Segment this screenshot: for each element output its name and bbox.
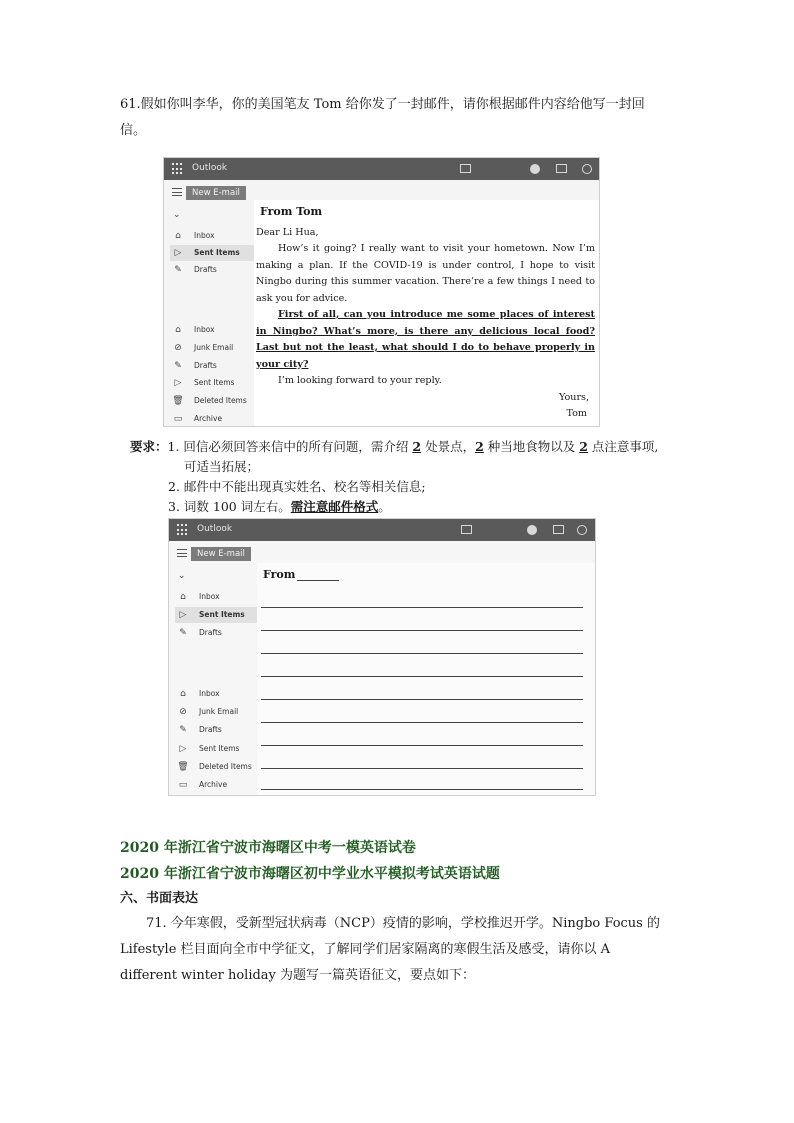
- requirement-1-line2: 可适当拓展；: [184, 459, 260, 474]
- pencil-icon: ✎: [179, 628, 187, 638]
- sidebar-item-inbox-2[interactable]: ⌂ Inbox: [170, 322, 254, 338]
- chat-icon[interactable]: [460, 164, 471, 173]
- sidebar-item-inbox-2[interactable]: ⌂ Inbox: [175, 686, 259, 702]
- notification-icon[interactable]: [556, 164, 567, 173]
- trash-icon: 🗑: [177, 762, 189, 772]
- app-launcher-icon[interactable]: [172, 163, 184, 175]
- pencil-icon: ✎: [174, 265, 182, 275]
- answer-line[interactable]: [261, 789, 583, 790]
- inbox-icon: ⌂: [180, 592, 186, 602]
- inbox-icon: ⌂: [175, 325, 181, 335]
- sidebar-item-drafts[interactable]: ✎ Drafts: [175, 625, 259, 641]
- answer-line[interactable]: [261, 676, 583, 677]
- answer-line[interactable]: [261, 607, 583, 608]
- archive-icon: ▭: [173, 414, 183, 424]
- pencil-icon: ✎: [174, 361, 182, 371]
- sidebar-item-inbox[interactable]: ⌂ Inbox: [170, 228, 254, 244]
- app-title: Outlook: [192, 163, 228, 173]
- outlook-window-1: [163, 157, 600, 427]
- inbox-icon: ⌂: [175, 231, 181, 241]
- sidebar-item-junk[interactable]: ⊘ Junk Email: [175, 704, 259, 720]
- question-71-line3: different winter holiday 为题写一篇英语征文，要点如下：: [120, 968, 476, 983]
- answer-area: [257, 563, 595, 795]
- menu-icon[interactable]: [177, 549, 187, 557]
- email-paragraph-2: First of all, can you introduce me some places of interest in Ningbo? What’s more, is there any delicious local food? Last but not the least, what should I do to behave properly in your city?: [256, 309, 595, 370]
- send-icon: ▷: [179, 610, 187, 620]
- email-paragraph-3: I’m looking forward to your reply.: [278, 375, 442, 386]
- chevron-down-icon[interactable]: ⌄: [178, 571, 186, 581]
- section-2: [120, 835, 680, 989]
- requirement-2: 2. 邮件中不能出现真实姓名、校名等相关信息;: [168, 479, 426, 494]
- sidebar-item-drafts-2[interactable]: ✎ Drafts: [175, 722, 259, 738]
- notification-icon[interactable]: [553, 525, 564, 534]
- skype-icon[interactable]: [527, 525, 537, 535]
- answer-line[interactable]: [261, 699, 583, 700]
- chevron-down-icon[interactable]: ⌄: [173, 210, 181, 220]
- answer-line[interactable]: [261, 768, 583, 769]
- answer-line[interactable]: [261, 722, 583, 723]
- sidebar-item-inbox[interactable]: ⌂ Inbox: [175, 589, 259, 605]
- sidebar-item-sent-2[interactable]: ▷ Sent Items: [170, 375, 254, 391]
- gear-icon[interactable]: [582, 164, 592, 174]
- question-61: [120, 92, 680, 144]
- email-reading-pane: [254, 200, 599, 426]
- send-icon: ▷: [179, 744, 187, 754]
- sidebar-item-sent[interactable]: ▷ Sent Items: [170, 245, 254, 261]
- answer-line[interactable]: [261, 745, 583, 746]
- outlook-topbar: [164, 158, 599, 180]
- menu-icon[interactable]: [172, 188, 182, 196]
- requirements: 要求：1. 回信必须回答来信中的所有问题，需介绍 2 处景点，2 种当地食物以及 2 点注意事项, 可适当拓展； 2. 邮件中不能出现真实姓名、校名等相关信息; 3. 词数 100 词左右。需注意邮件格式。: [130, 437, 690, 517]
- question-71-line1: 71. 今年寒假，受新型冠状病毒（NCP）疫情的影响，学校推迟开学。Ningbo Focus 的: [146, 916, 660, 931]
- answer-line[interactable]: [261, 653, 583, 654]
- app-title-2: Outlook: [197, 524, 233, 534]
- requirement-3: 3. 词数 100 词左右。需注意邮件格式。: [168, 499, 391, 514]
- answer-from-blank[interactable]: [297, 580, 339, 581]
- section-heading: 六、书面表达: [120, 891, 199, 906]
- email-signature: Tom: [566, 408, 587, 419]
- sidebar-item-deleted[interactable]: 🗑 Deleted Items: [170, 393, 254, 409]
- sidebar-item-drafts-2[interactable]: ✎ Drafts: [170, 358, 254, 374]
- email-from: From Tom: [260, 205, 323, 218]
- send-icon: ▷: [174, 248, 182, 258]
- sidebar-item-archive[interactable]: ▭ Archive: [170, 411, 254, 427]
- send-icon: ▷: [174, 378, 182, 388]
- outlook-topbar-2: [169, 519, 595, 541]
- new-email-button-2[interactable]: New E-mail: [191, 547, 251, 561]
- sidebar-item-deleted[interactable]: 🗑 Deleted Items: [175, 759, 259, 775]
- answer-from-label: From: [263, 568, 296, 581]
- email-greeting: Dear Li Hua,: [256, 226, 319, 238]
- chat-icon[interactable]: [461, 525, 472, 534]
- new-email-button[interactable]: New E-mail: [186, 186, 246, 200]
- email-paragraph-1: How’s it going? I really want to visit your hometown. Now I’m making a plan. If the COVID-19 is under control, I hope to visit Ningbo during this summer vacation. There’re a few things I need to ask you for advice.: [256, 243, 595, 304]
- question-61-line2: 信。: [120, 123, 147, 138]
- sidebar-item-drafts[interactable]: ✎ Drafts: [170, 262, 254, 278]
- exam-title-2: 2020 年浙江省宁波市海曙区初中学业水平模拟考试英语试题: [120, 866, 500, 882]
- trash-icon: 🗑: [172, 396, 184, 406]
- gear-icon[interactable]: [577, 525, 587, 535]
- archive-icon: ▭: [178, 780, 188, 790]
- sidebar-item-sent[interactable]: ▷ Sent Items: [175, 607, 259, 623]
- block-icon: ⊘: [174, 343, 182, 353]
- block-icon: ⊘: [179, 707, 187, 717]
- requirements-label: 要求：: [130, 439, 168, 454]
- sidebar-item-junk[interactable]: ⊘ Junk Email: [170, 340, 254, 356]
- skype-icon[interactable]: [530, 164, 540, 174]
- answer-line[interactable]: [261, 630, 583, 631]
- sidebar-item-sent-2[interactable]: ▷ Sent Items: [175, 741, 259, 757]
- exam-title-1: 2020 年浙江省宁波市海曙区中考一模英语试卷: [120, 840, 416, 856]
- pencil-icon: ✎: [179, 725, 187, 735]
- inbox-icon: ⌂: [180, 689, 186, 699]
- outlook-window-2: [168, 518, 596, 796]
- question-61-line1: 61.假如你叫李华，你的美国笔友 Tom 给你发了一封邮件，请你根据邮件内容给他写一封回: [120, 97, 645, 112]
- app-launcher-icon[interactable]: [177, 524, 189, 536]
- question-71-line2: Lifestyle 栏目面向全市中学征文，了解同学们居家隔离的寒假生活及感受，请你以 A: [120, 942, 611, 957]
- email-closing: Yours,: [558, 391, 589, 403]
- sidebar-item-archive[interactable]: ▭ Archive: [175, 777, 259, 793]
